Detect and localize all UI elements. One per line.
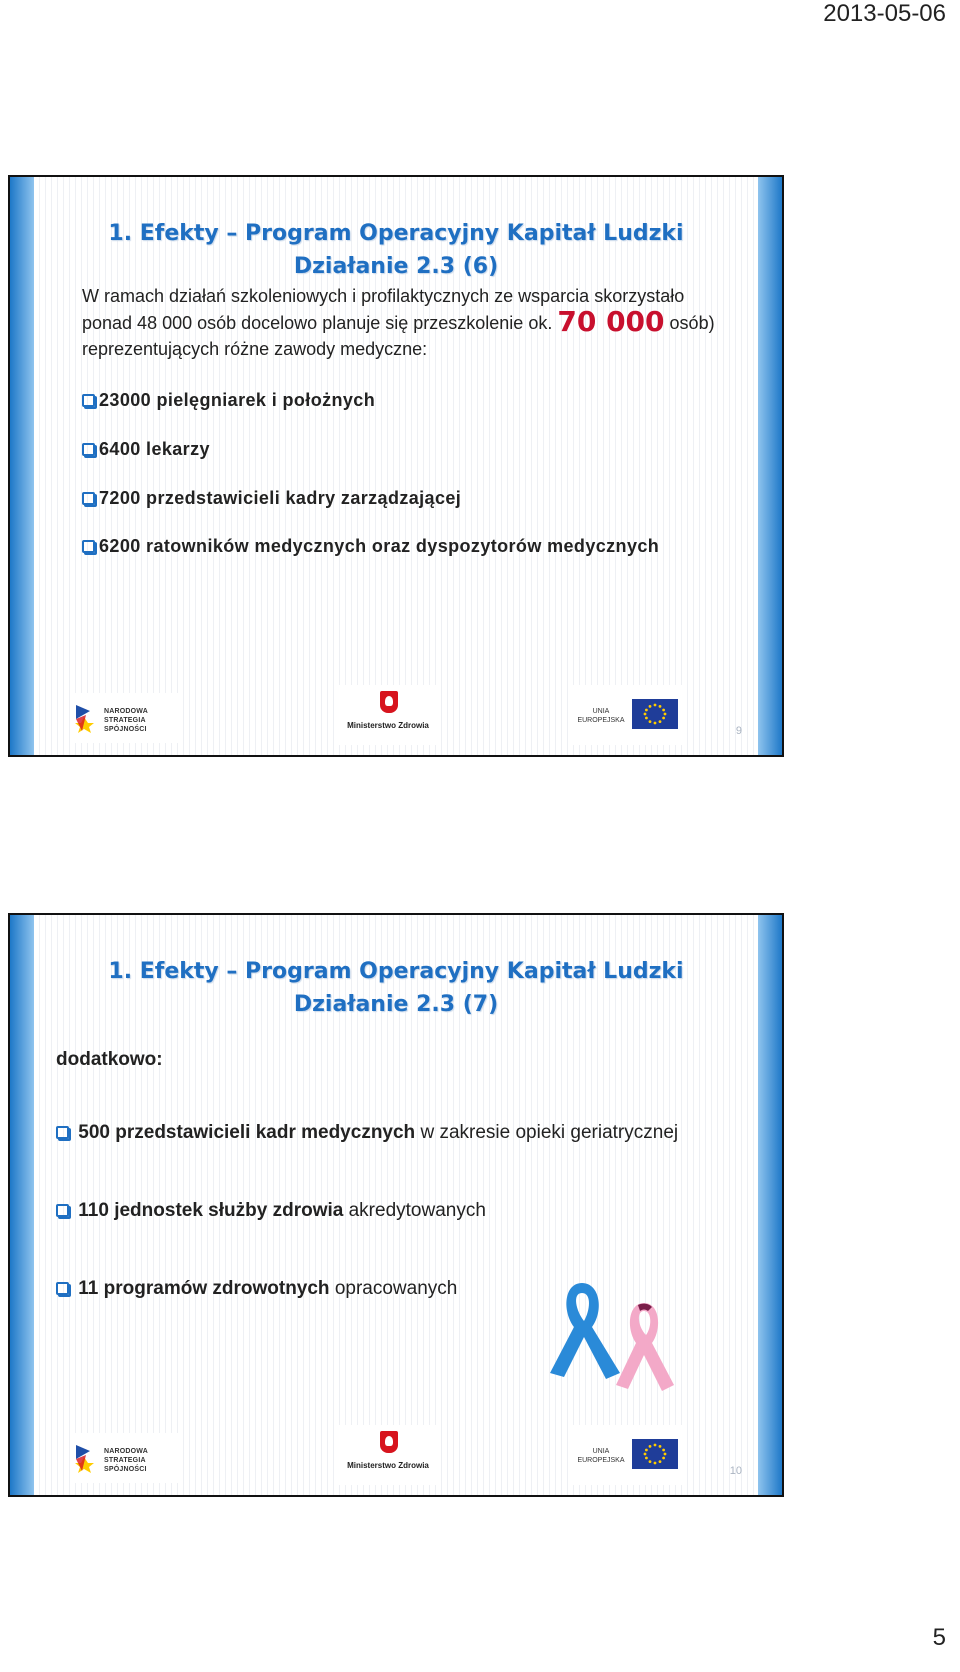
checkbox-bullet-icon: [56, 1282, 69, 1295]
list-item: 6200 ratowników medycznych oraz dyspozytorów medycznych: [82, 534, 659, 558]
intro-text-a: W ramach działań szkoleniowych i profilaktycznych ze wsparcia skorzystało ponad 48 000 osób docelowo planuje się przeszkolenie ok.: [82, 286, 685, 333]
eu-flag-icon: [632, 1439, 678, 1469]
slide-10: [8, 913, 784, 1497]
list-item: 6400 lekarzy: [82, 437, 210, 461]
intro-highlight-number: 70 000: [557, 305, 665, 338]
slide-title-line1: 1. Efekty – Program Operacyjny Kapitał Ludzki: [108, 221, 684, 246]
nss-text: NARODOWA STRATEGIA SPÓJNOŚCI: [104, 1448, 148, 1473]
additional-label: dodatkowo:: [56, 1049, 163, 1070]
list-item: 110 jednostek służby zdrowia akredytowanych: [56, 1199, 486, 1223]
nss-logo: [70, 693, 180, 743]
awareness-ribbons-image: [544, 1275, 694, 1405]
slide-9: [8, 175, 784, 757]
ministry-text: Ministerstwo Zdrowia: [347, 1461, 429, 1470]
ministry-logo: [336, 685, 440, 745]
checkbox-bullet-icon: [82, 394, 95, 407]
logo-strip: [70, 1425, 730, 1491]
eagle-emblem-icon: [380, 1431, 398, 1453]
slide-title-line2: Działanie 2.3 (6): [293, 254, 499, 279]
intro-paragraph: [82, 283, 722, 362]
eagle-emblem-icon: [380, 691, 398, 713]
slide-title: [34, 217, 758, 283]
list-item: 11 programów zdrowotnych opracowanych: [56, 1277, 457, 1301]
slide-number: 10: [729, 1465, 742, 1477]
checkbox-bullet-icon: [56, 1204, 69, 1217]
page-number: 5: [932, 1624, 946, 1651]
slide-number: 9: [735, 725, 742, 737]
slide-title: [34, 955, 758, 1021]
eu-text: UNIA EUROPEJSKA: [577, 708, 625, 724]
list-item: 500 przedstawicieli kadr medycznych w zakresie opieki geriatrycznej: [56, 1121, 678, 1145]
list-item: 7200 przedstawicieli kadry zarządzającej: [82, 486, 461, 510]
blue-ribbon-icon: [550, 1283, 620, 1379]
nss-star-icon: [74, 701, 100, 735]
checkbox-bullet-icon: [82, 540, 95, 553]
checkbox-bullet-icon: [56, 1126, 69, 1139]
pink-ribbon-icon: [616, 1303, 674, 1391]
intro-text-b: osób) reprezentujących różne zawody medyczne:: [82, 313, 715, 359]
nss-text: NARODOWA STRATEGIA SPÓJNOŚCI: [104, 708, 148, 733]
nss-logo: [70, 1433, 180, 1483]
checkbox-bullet-icon: [82, 492, 95, 505]
logo-strip: [70, 685, 730, 751]
checkbox-bullet-icon: [82, 443, 95, 456]
nss-star-icon: [74, 1441, 100, 1475]
eu-logo: [570, 685, 682, 745]
slide-title-line2: Działanie 2.3 (7): [293, 992, 499, 1017]
ministry-logo: [336, 1425, 440, 1485]
slide-title-line1: 1. Efekty – Program Operacyjny Kapitał Ludzki: [108, 959, 684, 984]
eu-text: UNIA EUROPEJSKA: [577, 1448, 625, 1464]
eu-flag-icon: [632, 699, 678, 729]
ministry-text: Ministerstwo Zdrowia: [347, 721, 429, 730]
list-item: 23000 pielęgniarek i położnych: [82, 388, 375, 412]
page-date: 2013-05-06: [823, 0, 946, 27]
eu-logo: [570, 1425, 682, 1485]
